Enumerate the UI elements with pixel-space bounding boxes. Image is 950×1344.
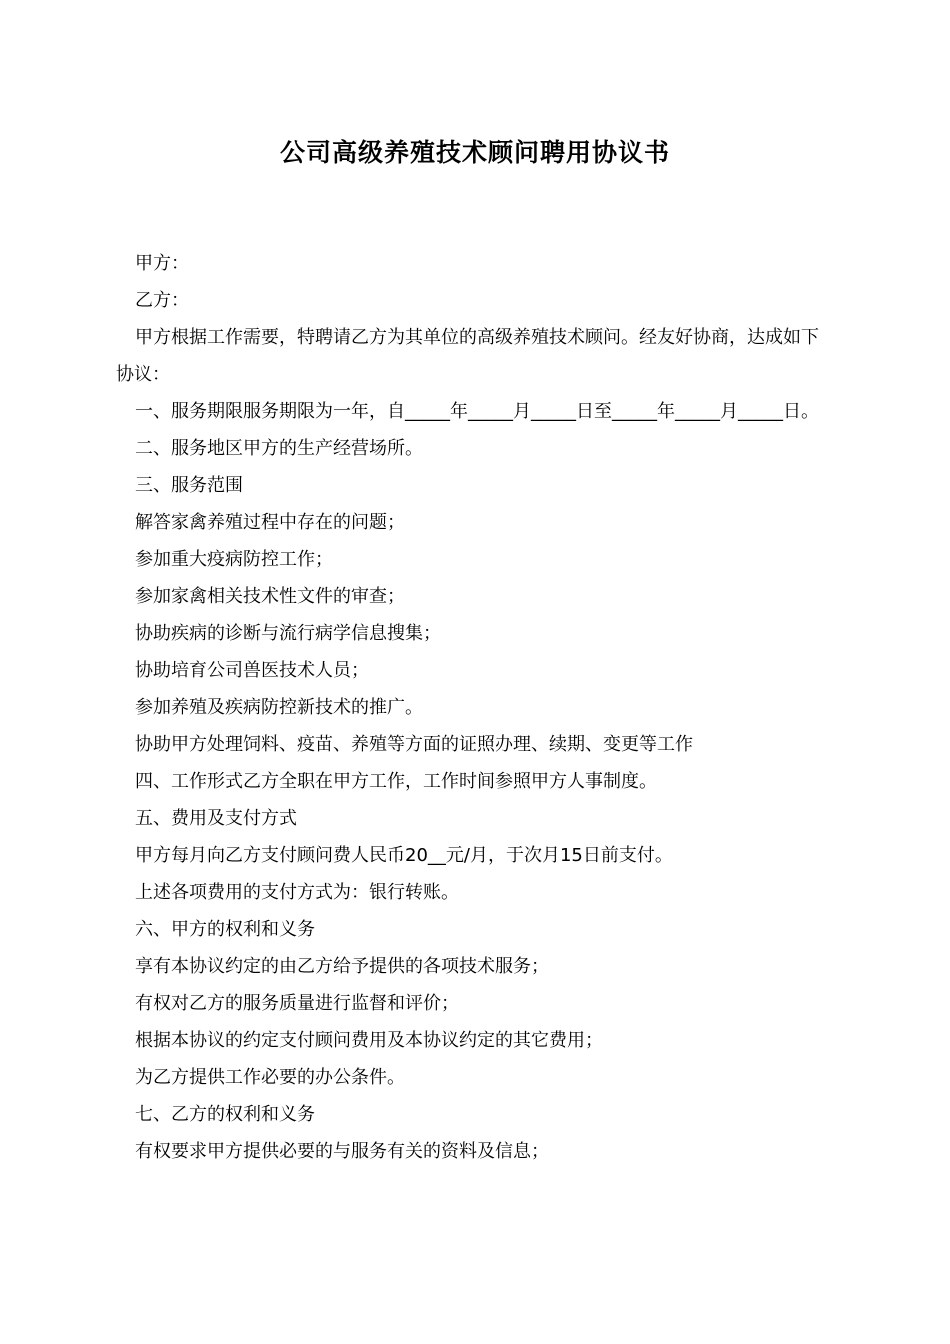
clause-3-heading: 三、服务范围: [135, 475, 243, 496]
clause-1-service-term: 一、服务期限服务期限为一年，自_____年_____月_____日至_____年_____月_____日。: [135, 401, 819, 422]
document-title: 公司高级养殖技术顾问聘用协议书: [279, 138, 670, 167]
clause-5-item: 甲方每月向乙方支付顾问费人民币20__元/月，于次月15日前支付。: [135, 845, 673, 866]
clause-3-item: 参加家禽相关技术性文件的审查；: [135, 586, 405, 607]
clause-6-item: 享有本协议约定的由乙方给予提供的各项技术服务；: [135, 956, 549, 977]
clause-3-item: 协助培育公司兽医技术人员；: [135, 660, 369, 681]
clause-5-item: 上述各项费用的支付方式为：银行转账。: [135, 882, 459, 903]
clause-3-item: 解答家禽养殖过程中存在的问题；: [135, 512, 405, 533]
clause-6-item: 有权对乙方的服务质量进行监督和评价；: [135, 993, 459, 1014]
clause-3-item: 参加养殖及疾病防控新技术的推广。: [135, 697, 423, 718]
clause-6-item: 根据本协议的约定支付顾问费用及本协议约定的其它费用；: [135, 1030, 603, 1051]
clause-2-service-area: 二、服务地区甲方的生产经营场所。: [135, 438, 423, 459]
clause-6-item: 为乙方提供工作必要的办公条件。: [135, 1067, 405, 1088]
clause-7-heading: 七、乙方的权利和义务: [135, 1104, 315, 1125]
clause-7-item: 有权要求甲方提供必要的与服务有关的资料及信息；: [135, 1141, 549, 1162]
document-body: [116, 245, 836, 1170]
party-b-line: 乙方：: [135, 290, 189, 311]
preamble-paragraph: 甲方根据工作需要，特聘请乙方为其单位的高级养殖技术顾问。经友好协商，达成如下协议：: [116, 327, 819, 385]
clause-4-work-form: 四、工作形式乙方全职在甲方工作，工作时间参照甲方人事制度。: [135, 771, 657, 792]
clause-3-item: 协助甲方处理饲料、疫苗、养殖等方面的证照办理、续期、变更等工作: [135, 734, 693, 755]
party-a-line: 甲方：: [135, 253, 189, 274]
clause-5-heading: 五、费用及支付方式: [135, 808, 297, 829]
clause-3-item: 协助疾病的诊断与流行病学信息搜集；: [135, 623, 441, 644]
clause-6-heading: 六、甲方的权利和义务: [135, 919, 315, 940]
clause-3-item: 参加重大疫病防控工作；: [135, 549, 333, 570]
